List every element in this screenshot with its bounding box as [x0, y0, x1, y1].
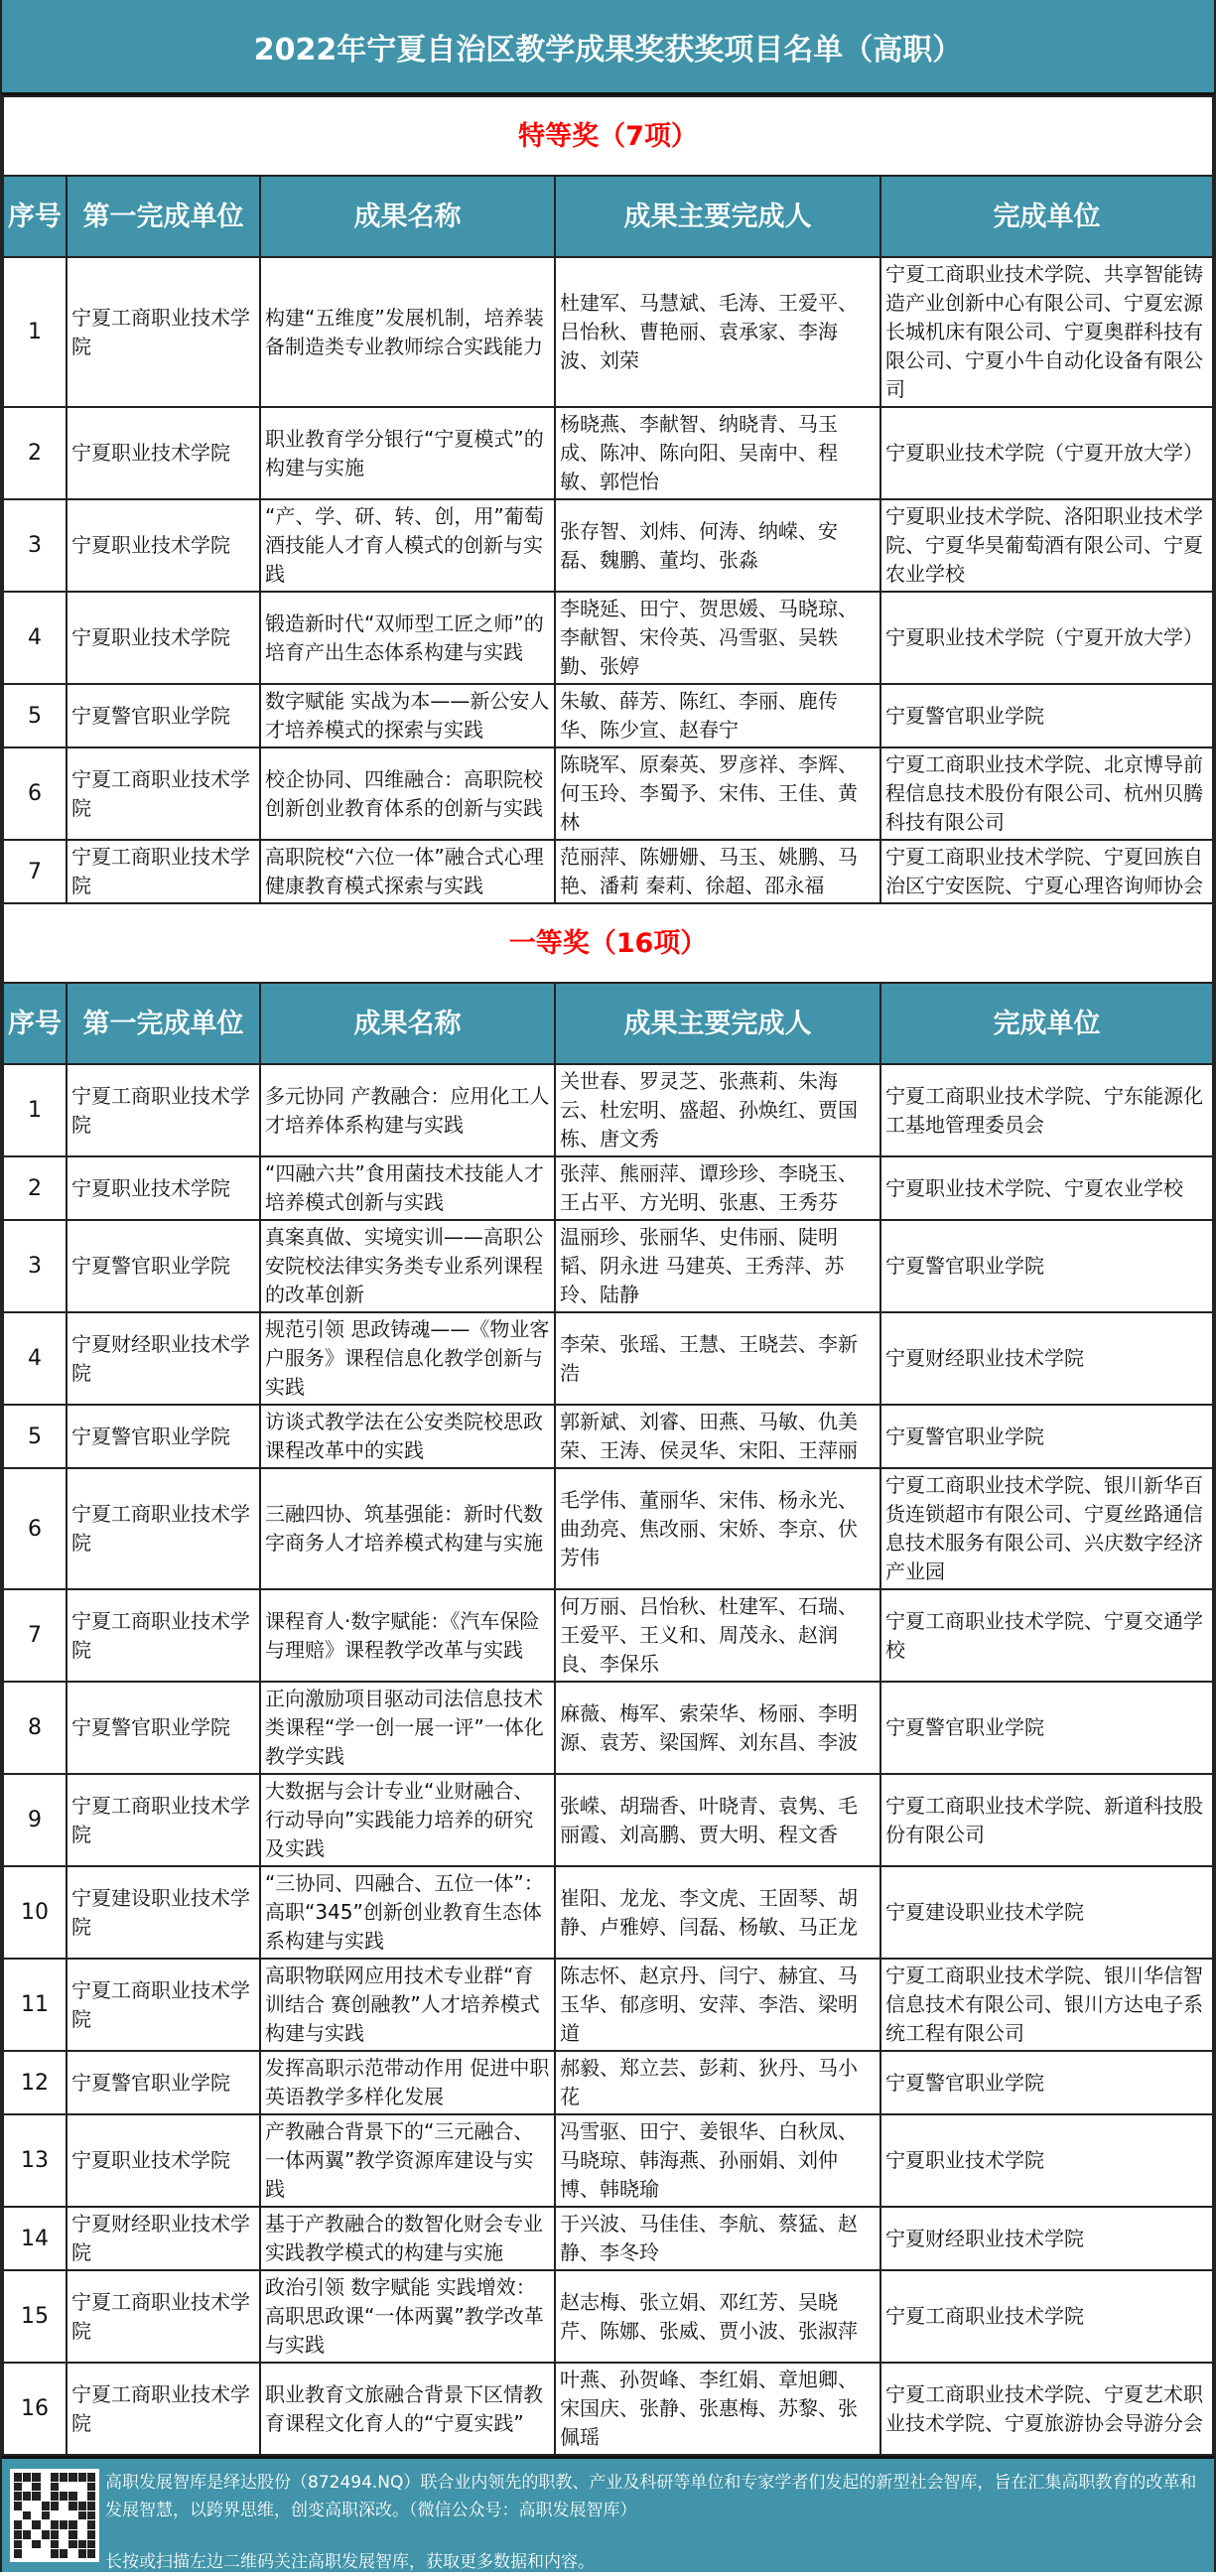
section-title: 特等奖（7项）	[3, 96, 1213, 176]
completing-units-cell: 宁夏财经职业技术学院	[880, 1312, 1213, 1405]
table-row	[3, 592, 1213, 684]
achievement-name-cell: 发挥高职示范带动作用 促进中职英语教学多样化发展	[260, 2051, 555, 2114]
achievement-name-cell: 真案真做、实境实训——高职公安院校法律实务类专业系列课程的改革创新	[260, 1220, 555, 1312]
table-row	[3, 1064, 1213, 1156]
main-contributors-cell: 冯雪驱、田宁、姜银华、白秋凤、马晓琼、韩海燕、孙丽娟、刘仲博、韩晓瑜	[555, 2114, 880, 2207]
row-number-cell: 3	[3, 499, 67, 592]
column-header-row-number: 序号	[3, 983, 67, 1064]
completing-units-cell: 宁夏职业技术学院	[880, 2114, 1213, 2207]
row-number-cell: 3	[3, 1220, 67, 1312]
achievement-name-cell: 数字赋能 实战为本——新公安人才培养模式的探索与实践	[260, 684, 555, 747]
table-row	[3, 840, 1213, 903]
completing-units-cell: 宁夏职业技术学院（宁夏开放大学）	[880, 407, 1213, 499]
achievement-name-cell: 校企协同、四维融合：高职院校创新创业教育体系的创新与实践	[260, 747, 555, 840]
achievement-name-cell: 课程育人·数字赋能：《汽车保险与理赔》课程教学改革与实践	[260, 1589, 555, 1682]
first-unit-cell: 宁夏警官职业学院	[67, 1405, 260, 1468]
main-contributors-cell: 杨晓燕、李献智、纳晓青、马玉成、陈冲、陈向阳、吴南中、程敏、郭恺怡	[555, 407, 880, 499]
row-number-cell: 4	[3, 592, 67, 684]
table-row	[3, 1312, 1213, 1405]
completing-units-cell: 宁夏职业技术学院（宁夏开放大学）	[880, 592, 1213, 684]
table-row	[3, 1959, 1213, 2051]
achievement-name-cell: 高职物联网应用技术专业群“育训结合 赛创融教”人才培养模式构建与实践	[260, 1959, 555, 2051]
main-contributors-cell: 范丽萍、陈姗姗、马玉、姚鹏、马艳、潘莉 秦莉、徐超、邵永福	[555, 840, 880, 903]
achievement-name-cell: 职业教育文旅融合背景下区情教育课程文化育人的“宁夏实践”	[260, 2363, 555, 2455]
completing-units-cell: 宁夏警官职业学院	[880, 1682, 1213, 1774]
main-contributors-cell: 关世春、罗灵芝、张燕莉、朱海云、杜宏明、盛超、孙焕红、贾国栋、唐文秀	[555, 1064, 880, 1156]
achievement-name-cell: 规范引领 思政铸魂——《物业客户服务》课程信息化教学创新与实践	[260, 1312, 555, 1405]
main-contributors-cell: 温丽珍、张丽华、史伟丽、陡明韬、阴永进 马建英、王秀萍、苏玲、陆静	[555, 1220, 880, 1312]
table-row	[3, 747, 1213, 840]
column-header-achievement-name: 成果名称	[260, 176, 555, 257]
table-row	[3, 257, 1213, 407]
row-number-cell: 12	[3, 2051, 67, 2114]
row-number-cell: 13	[3, 2114, 67, 2207]
first-unit-cell: 宁夏工商职业技术学院	[67, 1774, 260, 1866]
section-title-row	[3, 96, 1213, 176]
table-row	[3, 2114, 1213, 2207]
first-unit-cell: 宁夏警官职业学院	[67, 1682, 260, 1774]
main-contributors-cell: 叶燕、孙贺峰、李红娟、章旭卿、宋国庆、张静、张惠梅、苏黎、张佩瑶	[555, 2363, 880, 2455]
row-number-cell: 16	[3, 2363, 67, 2455]
completing-units-cell: 宁夏工商职业技术学院	[880, 2270, 1213, 2363]
award-table	[2, 95, 1214, 2456]
row-number-cell: 4	[3, 1312, 67, 1405]
row-number-cell: 15	[3, 2270, 67, 2363]
completing-units-cell: 宁夏职业技术学院、宁夏农业学校	[880, 1156, 1213, 1220]
table-row	[3, 1156, 1213, 1220]
footer-description: 高职发展智库是绎达股份（872494.NQ）联合业内领先的职教、产业及科研等单位和专家学者们发起的新型社会智库，旨在汇集高职教育的改革和发展智慧，以跨界思维，创变高职深改。（微信公众号：高职发展智库）	[105, 2473, 1197, 2520]
first-unit-cell: 宁夏警官职业学院	[67, 2051, 260, 2114]
completing-units-cell: 宁夏工商职业技术学院、宁夏回族自治区宁安医院、宁夏心理咨询师协会	[880, 840, 1213, 903]
row-number-cell: 11	[3, 1959, 67, 2051]
table-row	[3, 499, 1213, 592]
main-contributors-cell: 李荣、张瑶、王慧、王晓芸、李新浩	[555, 1312, 880, 1405]
page-title: 2022年宁夏自治区教学成果奖获奖项目名单（高职）	[2, 0, 1214, 95]
row-number-cell: 7	[3, 840, 67, 903]
main-contributors-cell: 郭新斌、刘睿、田燕、马敏、仇美荣、王涛、侯灵华、宋阳、王萍丽	[555, 1405, 880, 1468]
row-number-cell: 1	[3, 257, 67, 407]
footer-banner	[2, 2456, 1214, 2572]
first-unit-cell: 宁夏警官职业学院	[67, 684, 260, 747]
main-contributors-cell: 李晓延、田宁、贺思媛、马晓琼、李献智、宋伶英、冯雪驱、吴轶勤、张婷	[555, 592, 880, 684]
column-header-completing-units: 完成单位	[880, 176, 1213, 257]
first-unit-cell: 宁夏财经职业技术学院	[67, 2207, 260, 2270]
row-number-cell: 14	[3, 2207, 67, 2270]
table-row	[3, 2363, 1213, 2455]
completing-units-cell: 宁夏职业技术学院、洛阳职业技术学院、宁夏华昊葡萄酒有限公司、宁夏农业学校	[880, 499, 1213, 592]
completing-units-cell: 宁夏工商职业技术学院、银川华信智信息技术有限公司、银川方达电子系统工程有限公司	[880, 1959, 1213, 2051]
row-number-cell: 1	[3, 1064, 67, 1156]
first-unit-cell: 宁夏工商职业技术学院	[67, 2270, 260, 2363]
main-contributors-cell: 何万丽、吕怡秋、杜建军、石瑞、王爱平、王义和、周茂永、赵润良、李保乐	[555, 1589, 880, 1682]
main-contributors-cell: 张萍、熊丽萍、谭珍珍、李晓玉、王占平、方光明、张惠、王秀芬	[555, 1156, 880, 1220]
main-contributors-cell: 郝毅、郑立芸、彭莉、狄丹、马小花	[555, 2051, 880, 2114]
column-header-row-number: 序号	[3, 176, 67, 257]
completing-units-cell: 宁夏工商职业技术学院、宁东能源化工基地管理委员会	[880, 1064, 1213, 1156]
table-row	[3, 1866, 1213, 1959]
achievement-name-cell: 政治引领 数字赋能 实践增效：高职思政课“一体两翼”教学改革与实践	[260, 2270, 555, 2363]
table-header-row	[3, 176, 1213, 257]
completing-units-cell: 宁夏工商职业技术学院、银川新华百货连锁超市有限公司、宁夏丝路通信息技术服务有限公司、兴庆数字经济产业园	[880, 1468, 1213, 1589]
achievement-name-cell: 构建“五维度”发展机制，培养装备制造类专业教师综合实践能力	[260, 257, 555, 407]
main-contributors-cell: 崔阳、龙龙、李文虎、王固琴、胡静、卢雅婷、闫磊、杨敏、马正龙	[555, 1866, 880, 1959]
first-unit-cell: 宁夏工商职业技术学院	[67, 2363, 260, 2455]
first-unit-cell: 宁夏工商职业技术学院	[67, 747, 260, 840]
main-contributors-cell: 陈晓军、原秦英、罗彦祥、李辉、何玉玲、李蜀予、宋伟、王佳、黄林	[555, 747, 880, 840]
achievement-name-cell: 大数据与会计专业“业财融合、行动导向”实践能力培养的研究及实践	[260, 1774, 555, 1866]
achievement-name-cell: “四融六共”食用菌技术技能人才培养模式创新与实践	[260, 1156, 555, 1220]
table-row	[3, 2051, 1213, 2114]
main-contributors-cell: 张嵘、胡瑞香、叶晓青、袁隽、毛丽霞、刘高鹏、贾大明、程文香	[555, 1774, 880, 1866]
first-unit-cell: 宁夏职业技术学院	[67, 2114, 260, 2207]
main-contributors-cell: 张存智、刘炜、何涛、纳嵘、安磊、魏鹏、董均、张淼	[555, 499, 880, 592]
completing-units-cell: 宁夏警官职业学院	[880, 2051, 1213, 2114]
achievement-name-cell: “产、学、研、转、创，用”葡萄酒技能人才育人模式的创新与实践	[260, 499, 555, 592]
completing-units-cell: 宁夏工商职业技术学院、新道科技股份有限公司	[880, 1774, 1213, 1866]
achievement-name-cell: 职业教育学分银行“宁夏模式”的构建与实施	[260, 407, 555, 499]
main-contributors-cell: 杜建军、马慧斌、毛涛、王爱平、吕怡秋、曹艳丽、袁承家、李海波、刘荣	[555, 257, 880, 407]
row-number-cell: 2	[3, 1156, 67, 1220]
section-title: 一等奖（16项）	[3, 903, 1213, 983]
first-unit-cell: 宁夏工商职业技术学院	[67, 1589, 260, 1682]
main-contributors-cell: 于兴波、马佳佳、李航、蔡猛、赵静、李冬玲	[555, 2207, 880, 2270]
column-header-achievement-name: 成果名称	[260, 983, 555, 1064]
main-contributors-cell: 陈志怀、赵京丹、闫宁、赫宜、马玉华、郁彦明、安萍、李浩、梁明道	[555, 1959, 880, 2051]
column-header-main-contributors: 成果主要完成人	[555, 176, 880, 257]
row-number-cell: 8	[3, 1682, 67, 1774]
first-unit-cell: 宁夏工商职业技术学院	[67, 257, 260, 407]
completing-units-cell: 宁夏工商职业技术学院、宁夏艺术职业技术学院、宁夏旅游协会导游分会	[880, 2363, 1213, 2455]
table-row	[3, 407, 1213, 499]
column-header-completing-units: 完成单位	[880, 983, 1213, 1064]
row-number-cell: 6	[3, 1468, 67, 1589]
qr-code-icon[interactable]	[10, 2469, 99, 2562]
row-number-cell: 9	[3, 1774, 67, 1866]
footer-cta: 长按或扫描左边二维码关注高职发展智库，获取更多数据和内容。	[105, 2552, 595, 2572]
row-number-cell: 7	[3, 1589, 67, 1682]
table-row	[3, 684, 1213, 747]
first-unit-cell: 宁夏工商职业技术学院	[67, 1959, 260, 2051]
main-contributors-cell: 朱敏、薛芳、陈红、李丽、鹿传华、陈少宣、赵春宁	[555, 684, 880, 747]
table-row	[3, 1774, 1213, 1866]
first-unit-cell: 宁夏职业技术学院	[67, 592, 260, 684]
first-unit-cell: 宁夏职业技术学院	[67, 1156, 260, 1220]
achievement-name-cell: 多元协同 产教融合：应用化工人才培养体系构建与实践	[260, 1064, 555, 1156]
column-header-first-unit: 第一完成单位	[67, 983, 260, 1064]
achievement-name-cell: 三融四协、筑基强能：新时代数字商务人才培养模式构建与实施	[260, 1468, 555, 1589]
table-row	[3, 1682, 1213, 1774]
achievement-name-cell: “三协同、四融合、五位一体”：高职“345”创新创业教育生态体系构建与实践	[260, 1866, 555, 1959]
table-row	[3, 1468, 1213, 1589]
achievement-name-cell: 高职院校“六位一体”融合式心理健康教育模式探索与实践	[260, 840, 555, 903]
achievement-name-cell: 锻造新时代“双师型工匠之师”的培育产出生态体系构建与实践	[260, 592, 555, 684]
completing-units-cell: 宁夏财经职业技术学院	[880, 2207, 1213, 2270]
first-unit-cell: 宁夏工商职业技术学院	[67, 1064, 260, 1156]
completing-units-cell: 宁夏工商职业技术学院、共享智能铸造产业创新中心有限公司、宁夏宏源长城机床有限公司、宁夏奥群科技有限公司、宁夏小牛自动化设备有限公司	[880, 257, 1213, 407]
section-title-row	[3, 903, 1213, 983]
row-number-cell: 5	[3, 684, 67, 747]
achievement-name-cell: 产教融合背景下的“三元融合、一体两翼”教学资源库建设与实践	[260, 2114, 555, 2207]
completing-units-cell: 宁夏建设职业技术学院	[880, 1866, 1213, 1959]
first-unit-cell: 宁夏工商职业技术学院	[67, 1468, 260, 1589]
completing-units-cell: 宁夏警官职业学院	[880, 1220, 1213, 1312]
first-unit-cell: 宁夏职业技术学院	[67, 407, 260, 499]
achievement-name-cell: 正向激励项目驱动司法信息技术类课程“学一创一展一评”一体化教学实践	[260, 1682, 555, 1774]
row-number-cell: 10	[3, 1866, 67, 1959]
table-header-row	[3, 983, 1213, 1064]
achievement-name-cell: 基于产教融合的数智化财会专业实践教学模式的构建与实施	[260, 2207, 555, 2270]
row-number-cell: 6	[3, 747, 67, 840]
main-contributors-cell: 麻薇、梅军、索荣华、杨丽、李明源、袁芳、梁国辉、刘东昌、李波	[555, 1682, 880, 1774]
achievement-name-cell: 访谈式教学法在公安类院校思政课程改革中的实践	[260, 1405, 555, 1468]
table-row	[3, 2207, 1213, 2270]
completing-units-cell: 宁夏警官职业学院	[880, 1405, 1213, 1468]
table-row	[3, 1220, 1213, 1312]
row-number-cell: 2	[3, 407, 67, 499]
table-row	[3, 2270, 1213, 2363]
main-contributors-cell: 赵志梅、张立娟、邓红芳、吴晓芹、陈娜、张威、贾小波、张淑萍	[555, 2270, 880, 2363]
table-row	[3, 1589, 1213, 1682]
completing-units-cell: 宁夏工商职业技术学院、宁夏交通学校	[880, 1589, 1213, 1682]
first-unit-cell: 宁夏建设职业技术学院	[67, 1866, 260, 1959]
main-contributors-cell: 毛学伟、董丽华、宋伟、杨永光、曲劲亮、焦改丽、宋娇、李京、伏芳伟	[555, 1468, 880, 1589]
first-unit-cell: 宁夏工商职业技术学院	[67, 840, 260, 903]
first-unit-cell: 宁夏财经职业技术学院	[67, 1312, 260, 1405]
column-header-main-contributors: 成果主要完成人	[555, 983, 880, 1064]
column-header-first-unit: 第一完成单位	[67, 176, 260, 257]
completing-units-cell: 宁夏工商职业技术学院、北京博导前程信息技术股份有限公司、杭州贝腾科技有限公司	[880, 747, 1213, 840]
completing-units-cell: 宁夏警官职业学院	[880, 684, 1213, 747]
first-unit-cell: 宁夏警官职业学院	[67, 1220, 260, 1312]
first-unit-cell: 宁夏职业技术学院	[67, 499, 260, 592]
table-row	[3, 1405, 1213, 1468]
row-number-cell: 5	[3, 1405, 67, 1468]
